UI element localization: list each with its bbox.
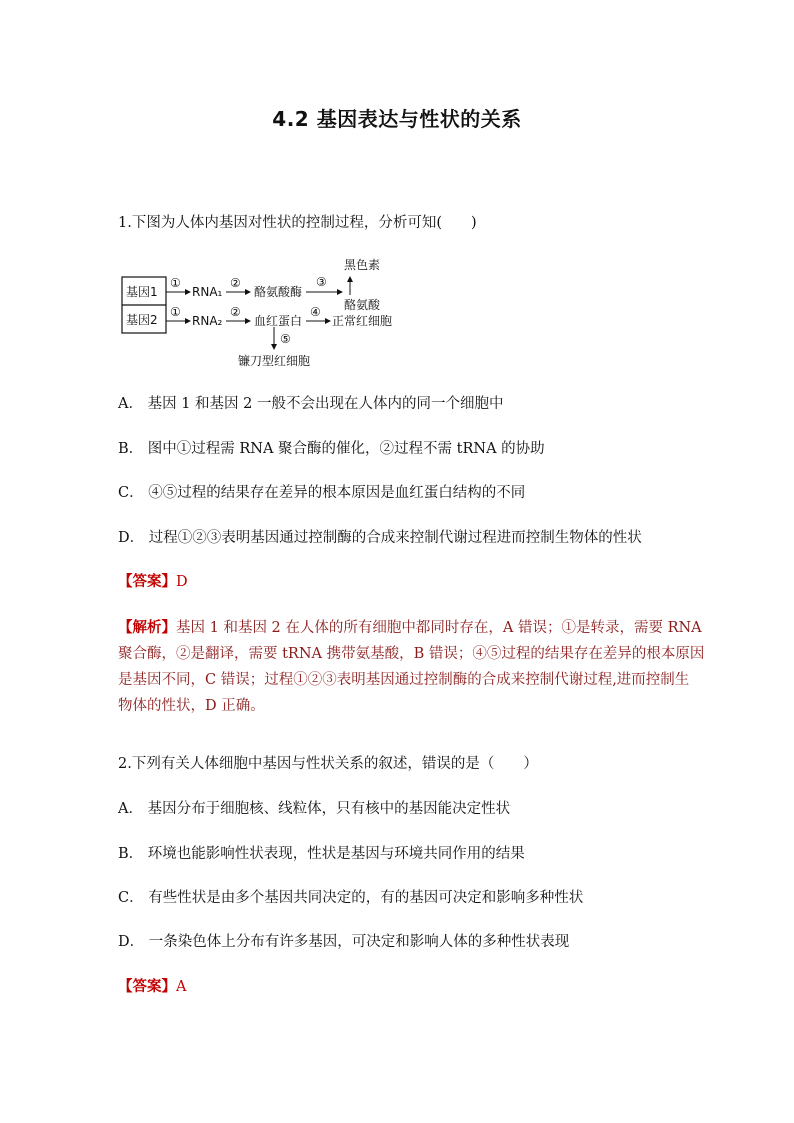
answer-label: 【答案】 xyxy=(118,573,176,590)
q2-option-d: D． 一条染色体上分布有许多基因，可决定和影响人体的多种性状表现 xyxy=(118,934,570,950)
analysis-text: 基因 1 和基因 2 在人体的所有细胞中都同时存在，A 错误；①是转录，需要 RNA xyxy=(176,620,702,636)
step-3-label: ③ xyxy=(316,275,327,289)
gene-control-diagram xyxy=(118,255,408,375)
sickle-rbc-label: 镰刀型红细胞 xyxy=(238,354,311,368)
q1-option-a: A． 基因 1 和基因 2 一般不会出现在人体内的同一个细胞中 xyxy=(118,396,504,412)
gene-2-label: 基因2 xyxy=(126,313,158,327)
q2-option-b: B． 环境也能影响性状表现，性状是基因与环境共同作用的结果 xyxy=(118,846,525,862)
answer-label: 【答案】 xyxy=(118,978,176,995)
hemoglobin-label: 血红蛋白 xyxy=(254,314,303,328)
gene-1-label: 基因1 xyxy=(126,285,158,299)
step-4-label: ④ xyxy=(310,305,321,319)
step-1-label: ① xyxy=(170,276,181,290)
step-5-label: ⑤ xyxy=(280,332,291,346)
q1-option-c: C． ④⑤过程的结果存在差异的根本原因是血红蛋白结构的不同 xyxy=(118,485,526,501)
q2-answer xyxy=(118,976,186,998)
normal-rbc-label: 正常红细胞 xyxy=(332,314,393,328)
melanin-label: 黑色素 xyxy=(344,258,381,272)
q1-analysis-line-2: 聚合酶，②是翻译，需要 tRNA 携带氨基酸，B 错误；④⑤过程的结果存在差异的根本原因 xyxy=(118,646,705,662)
q1-analysis-line-1 xyxy=(118,617,702,639)
q1-option-d: D． 过程①②③表明基因通过控制酶的合成来控制代谢过程进而控制生物体的性状 xyxy=(118,530,642,546)
q2-option-a: A． 基因分布于细胞核、线粒体，只有核中的基因能决定性状 xyxy=(118,801,511,817)
question-1-stem: 1.下图为人体内基因对性状的控制过程，分析可知( ) xyxy=(118,215,477,231)
step-2b-label: ② xyxy=(230,305,241,319)
question-2-stem: 2.下列有关人体细胞中基因与性状关系的叙述，错误的是（ ） xyxy=(118,756,538,772)
analysis-label: 【解析】 xyxy=(118,619,176,636)
tyrosine-label: 酪氨酸 xyxy=(344,298,381,312)
answer-value: A xyxy=(176,979,187,995)
q2-option-c: C． 有些性状是由多个基因共同决定的，有的基因可决定和影响多种性状 xyxy=(118,890,584,906)
step-2-label: ② xyxy=(230,276,241,290)
answer-value: D xyxy=(176,574,188,590)
page-title: 4.2 基因表达与性状的关系 xyxy=(272,107,522,131)
q1-analysis-line-3: 是基因不同，C 错误；过程①②③表明基因通过控制酶的合成来控制代谢过程,进而控制生 xyxy=(118,672,690,688)
q1-analysis-line-4: 物体的性状，D 正确。 xyxy=(118,698,265,714)
q1-answer xyxy=(118,571,188,593)
rna-1-label: RNA₁ xyxy=(192,285,223,299)
enzyme-label: 酪氨酸酶 xyxy=(254,285,303,299)
q1-option-b: B． 图中①过程需 RNA 聚合酶的催化，②过程不需 tRNA 的协助 xyxy=(118,441,545,457)
rna-2-label: RNA₂ xyxy=(192,314,223,328)
step-1b-label: ① xyxy=(170,305,181,319)
